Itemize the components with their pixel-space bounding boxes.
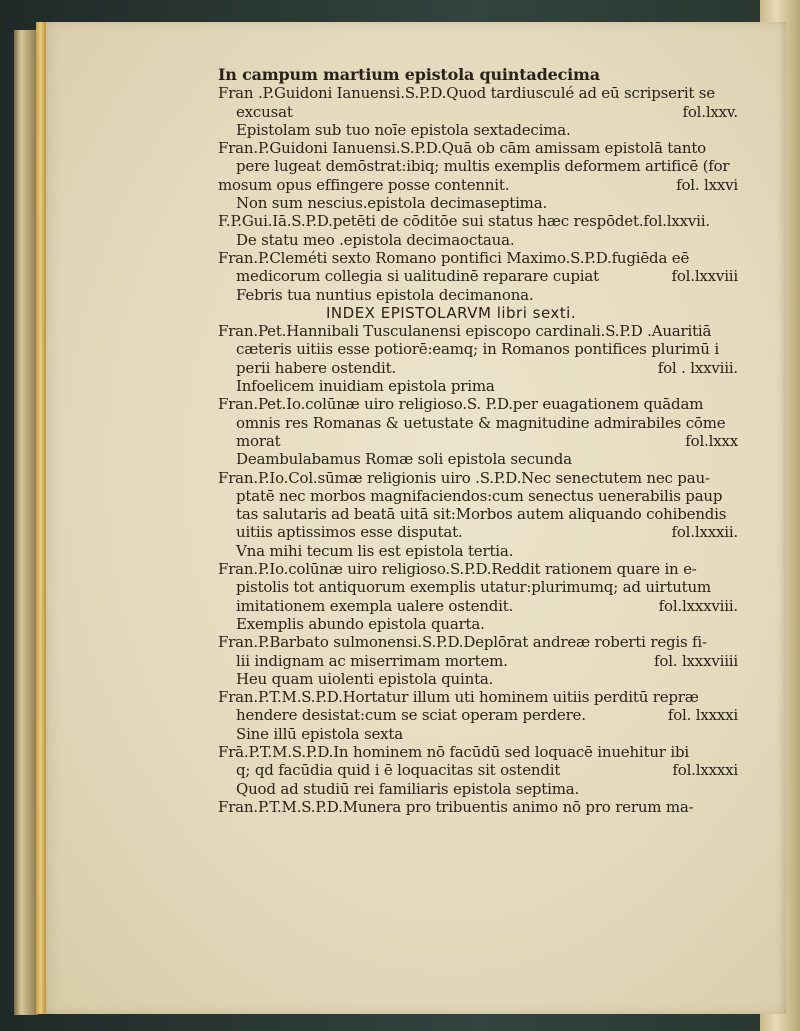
text-line: [218, 615, 738, 633]
line-text: F.P.Gui.Iā.S.P.D.petēti de cōditōe sui status hæc respōdet.fol.lxxvii.: [218, 212, 710, 231]
line-text: Fran.P.T.M.S.P.D.Hortatur illum uti hominem uitiis perditū repræ: [218, 688, 699, 707]
folio-reference: fol. lxxxxi: [667, 706, 738, 725]
text-line: [218, 377, 738, 395]
text-line: [218, 121, 738, 139]
text-line: [218, 652, 738, 670]
line-text: INDEX EPISTOLARVM libri sexti.: [326, 303, 577, 322]
text-line: [218, 267, 738, 285]
folio-reference: fol . lxxviii.: [657, 358, 738, 377]
folio-reference: fol.lxxv.: [682, 102, 738, 121]
line-text: pere lugeat demōstrat:ibiq; multis exemplis deformem artificē (for: [236, 157, 730, 176]
text-line: [218, 359, 738, 377]
text-line: [218, 633, 738, 651]
folio-reference: fol.lxxx: [685, 431, 738, 450]
line-text: Fran.P.Io.Col.sūmæ religionis uiro .S.P.D.Nec senectutem nec pau-: [218, 468, 710, 487]
line-text: Epistolam sub tuo noīe epistola sextadecima.: [236, 120, 571, 139]
line-text: Quod ad studiū rei familiaris epistola septima.: [236, 779, 580, 798]
text-line: [218, 523, 738, 541]
folio-reference: fol.lxxviii: [671, 267, 738, 286]
line-text: Fran.P.Io.colūnæ uiro religioso.S.P.D.Reddit rationem quare in e-: [218, 560, 697, 579]
text-line: [218, 286, 738, 304]
text-line: [218, 505, 738, 523]
text-line: [218, 84, 738, 102]
line-text: Vna mihi tecum lis est epistola tertia.: [236, 541, 514, 560]
line-text: excusat: [236, 102, 293, 121]
text-line: [218, 469, 738, 487]
line-text: Febris tua nuntius epistola decimanona.: [236, 285, 534, 304]
text-line: [218, 761, 738, 779]
line-text: perii habere ostendit.: [236, 358, 396, 377]
folio-reference: fol.lxxxviii.: [658, 596, 738, 615]
line-text: q; qd facūdia quid i ē loquacitas sit ostendit: [236, 761, 561, 780]
folio-reference: fol. lxxxviiii: [654, 651, 738, 670]
index-heading: [218, 304, 738, 322]
line-text: omnis res Romanas & uetustate & magnitudine admirabiles cōme: [236, 413, 726, 432]
line-text: imitationem exempla ualere ostendit.: [236, 596, 514, 615]
text-line: [218, 487, 738, 505]
line-text: De statu meo .epistola decimaoctaua.: [236, 230, 515, 249]
text-line: [218, 249, 738, 267]
text-line: [218, 176, 738, 194]
text-line: [218, 743, 738, 761]
text-line: [218, 194, 738, 212]
text-line: [218, 414, 738, 432]
line-text: Frā.P.T.M.S.P.D.In hominem nō facūdū sed loquacē inuehitur ibi: [218, 742, 689, 761]
line-text: hendere desistat:cum se sciat operam perdere.: [236, 706, 586, 725]
text-line: [218, 157, 738, 175]
text-line: [218, 212, 738, 230]
line-text: Deambulabamus Romæ soli epistola secunda: [236, 450, 572, 469]
book-spine-edge: [14, 30, 38, 1015]
line-text: cæteris uitiis esse potiorē:eamq; in Romanos pontifices plurimū i: [236, 340, 719, 359]
text-line: [218, 706, 738, 724]
folio-reference: fol.lxxxii.: [671, 523, 738, 542]
text-line: [218, 395, 738, 413]
line-text: Heu quam uiolenti epistola quinta.: [236, 669, 494, 688]
text-line: [218, 688, 738, 706]
text-line: [218, 798, 738, 816]
line-text: Exemplis abundo epistola quarta.: [236, 614, 485, 633]
folio-reference: fol.lxxxxi: [672, 761, 738, 780]
text-line: [218, 542, 738, 560]
text-line: [218, 139, 738, 157]
text-line: [218, 450, 738, 468]
text-line: [218, 560, 738, 578]
text-line: [218, 780, 738, 798]
text-line: [218, 597, 738, 615]
line-text: lii indignam ac miserrimam mortem.: [236, 651, 508, 670]
text-line: [218, 725, 738, 743]
text-line: [218, 340, 738, 358]
text-line: [218, 66, 738, 84]
line-text: Infoelicem inuidiam epistola prima: [236, 377, 495, 396]
line-text: uitiis aptissimos esse disputat.: [236, 523, 463, 542]
folio-reference: fol. lxxvi: [676, 175, 738, 194]
text-line: [218, 578, 738, 596]
line-text: Sine illū epistola sexta: [236, 724, 403, 743]
line-text: Fran.P.Barbato sulmonensi.S.P.D.Deplōrat andreæ roberti regis fi-: [218, 633, 707, 652]
line-text: In campum martium epistola quintadecima: [218, 65, 600, 84]
line-text: Fran.Pet.Hannibali Tusculanensi episcopo cardinali.S.P.D .Auaritiā: [218, 322, 712, 341]
line-text: Fran .P.Guidoni Ianuensi.S.P.D.Quod tardiusculé ad eū scripserit se: [218, 84, 715, 103]
line-text: pistolis tot antiquorum exemplis utatur:plurimumq; ad uirtutum: [236, 578, 711, 597]
text-line: [218, 231, 738, 249]
line-text: tas salutaris ad beatā uitā sit:Morbos autem aliquando cohibendis: [236, 505, 727, 524]
line-text: Fran.P.T.M.S.P.D.Munera pro tribuentis animo nō pro rerum ma-: [218, 797, 694, 816]
line-text: Non sum nescius.epistola decimaseptima.: [236, 194, 548, 213]
gilt-page-edge: [36, 22, 46, 1014]
line-text: morat: [236, 431, 281, 450]
text-line: [218, 670, 738, 688]
line-text: Fran.P.Guidoni Ianuensi.S.P.D.Quā ob cām amissam epistolā tanto: [218, 139, 706, 158]
line-text: mosum opus effingere posse contennit.: [218, 175, 510, 194]
text-line: [218, 322, 738, 340]
line-text: medicorum collegia si ualitudinē reparare cupiat: [236, 267, 599, 286]
line-text: Fran.Pet.Io.colūnæ uiro religioso.S. P.D.per euagationem quādam: [218, 395, 704, 414]
page-text-block: [218, 66, 738, 816]
line-text: ptatē nec morbos magnifaciendos:cum senectus uenerabilis paup: [236, 486, 723, 505]
line-text: Fran.P.Cleméti sexto Romano pontifici Maximo.S.P.D.fugiēda eē: [218, 248, 690, 267]
text-line: [218, 103, 738, 121]
text-line: [218, 432, 738, 450]
